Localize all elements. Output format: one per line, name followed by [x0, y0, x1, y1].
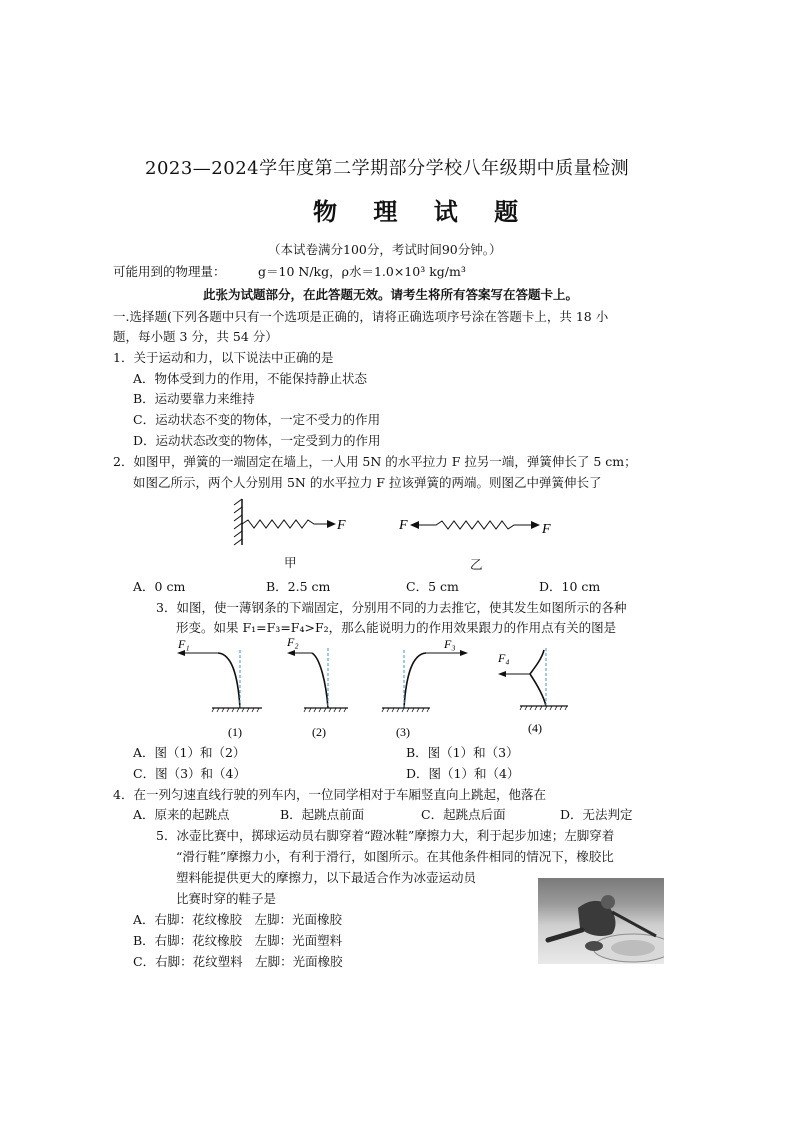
q3-option-b: B．图（1）和（3）: [406, 745, 519, 760]
force-label-f4: F₄: [498, 651, 510, 665]
q1-option-a: A．物体受到力的作用，不能保持静止状态: [133, 371, 368, 386]
q5-option-c: C．右脚：花纹塑料 左脚：光面橡胶: [133, 954, 343, 969]
force-arrow-head: [327, 520, 336, 528]
caption-3: (3): [396, 725, 410, 739]
q4-option-a: A．原来的起跳点: [133, 807, 230, 822]
caption-4: (4): [528, 721, 542, 735]
q2-stem-line2: 如图乙所示，两个人分别用 5N 的水平拉力 F 拉该弹簧的两端。则图乙中弹簧伸长了: [133, 475, 602, 490]
curling-stone: [585, 941, 603, 951]
steel-strip-figure-2: [282, 634, 352, 742]
q4-option-d: D．无法判定: [560, 807, 633, 822]
curling-photo: [538, 878, 664, 964]
q5-option-b: B．右脚：花纹橡胶 左脚：光面塑料: [133, 933, 343, 948]
bent-strip: [218, 653, 240, 708]
force-label-f-right: F: [542, 522, 551, 537]
constants-label: 可能用到的物理量：: [113, 264, 226, 279]
force-label-f-left: F: [399, 518, 408, 533]
spring-coil: [242, 520, 330, 528]
steel-strip-figure-4: [492, 644, 572, 744]
q2-option-b: B．2.5 cm: [266, 579, 331, 594]
q3-stem-line2: 形变。如果 F₁=F₃=F₄>F₂，那么能说明力的作用效果跟力的作用点有关的图是: [176, 620, 617, 635]
broom: [612, 912, 656, 936]
constants-value: g＝10 N/kg，ρ水＝1.0×10³ kg/m³: [258, 264, 466, 279]
q3-stem-line1: 3．如图，使一薄钢条的下端固定，分别用不同的力去推它，使其发生如图所示的各种: [156, 600, 627, 615]
q4-option-c: C．起跳点后面: [421, 807, 506, 822]
q5-option-a: A．右脚：花纹橡胶 左脚：光面橡胶: [133, 912, 343, 927]
q5-stem-line4: 比赛时穿的鞋子是: [176, 891, 277, 906]
bent-strip: [530, 650, 546, 706]
force-label-f1: F₁: [178, 637, 190, 651]
caption-2: (2): [312, 725, 326, 739]
force-label-f2: F₂: [287, 635, 299, 649]
q1-option-d: D．运动状态改变的物体，一定受到力的作用: [133, 433, 381, 448]
q4-stem: 4．在一列匀速直线行驶的列车内，一位同学相对于车厢竖直向上跳起，他落在: [113, 787, 546, 802]
house-inner-ring: [611, 940, 655, 956]
force-arrow-left: [410, 521, 419, 529]
fig-jia-label: 甲: [284, 555, 297, 570]
caption-1: (1): [228, 725, 242, 739]
q2-option-c: C．5 cm: [406, 579, 459, 594]
q3-option-a: A．图（1）和（2）: [133, 745, 246, 760]
wall-hatch: [234, 499, 242, 545]
section-heading-line1: 一.选择题(下列各题中只有一个选项是正确的，请将正确选项序号涂在答题卡上，共 18 小: [113, 309, 609, 324]
exam-title: 2023—2024学年度第二学期部分学校八年级期中质量检测: [145, 158, 630, 179]
bent-strip: [404, 653, 426, 708]
q3-option-c: C．图（3）和（4）: [133, 766, 246, 781]
arrow-head: [498, 671, 506, 677]
q1-option-b: B．运动要靠力来维持: [133, 391, 255, 406]
spring-coil: [419, 521, 532, 529]
steel-strip-figure-1: [172, 636, 267, 744]
q1-stem: 1．关于运动和力，以下说法中正确的是: [113, 350, 334, 365]
q5-stem-line2: “滑行鞋”摩擦力小，有利于滑行，如图所示。在其他条件相同的情况下，橡胶比: [176, 849, 614, 864]
q5-stem-line1: 5．冰壶比赛中，掷球运动员右脚穿着“蹬冰鞋”摩擦力大，利于起步加速；左脚穿着: [156, 828, 615, 843]
q1-option-c: C．运动状态不变的物体，一定不受力的作用: [133, 412, 381, 427]
curling-scene: [538, 878, 664, 964]
section-heading-line2: 题，每小题 3 分，共 54 分）: [113, 329, 278, 344]
arrow-head: [287, 650, 295, 656]
bent-strip: [312, 653, 328, 708]
q2-option-d: D．10 cm: [539, 579, 601, 594]
spring-figure-yi: [396, 512, 561, 540]
force-label-f: F: [337, 518, 346, 533]
steel-strip-figure-3: [378, 636, 478, 744]
exam-note: （本试卷满分100分，考试时间90分钟。）: [268, 242, 502, 257]
q3-option-d: D．图（1）和（4）: [406, 766, 520, 781]
athlete-head: [601, 895, 615, 909]
warning-text: 此张为试题部分，在此答题无效。请考生将所有答案写在答题卡上。: [203, 287, 579, 302]
fig-yi-label: 乙: [470, 557, 483, 572]
force-arrow-right: [531, 521, 540, 529]
exam-subtitle: 物 理 试 题: [313, 197, 533, 226]
q4-option-b: B．起跳点前面: [280, 807, 365, 822]
q2-option-a: A．0 cm: [133, 579, 186, 594]
force-label-f3: F₃: [444, 637, 456, 651]
spring-figure-jia: [230, 497, 350, 549]
arrow-head: [460, 650, 468, 656]
athlete-leg: [548, 930, 582, 940]
q5-stem-line3: 塑料能提供更大的摩擦力，以下最适合作为冰壶运动员: [176, 870, 477, 885]
q2-stem-line1: 2．如图甲，弹簧的一端固定在墙上，一人用 5N 的水平拉力 F 拉另一端，弹簧伸长了 5 cm；: [113, 454, 637, 469]
